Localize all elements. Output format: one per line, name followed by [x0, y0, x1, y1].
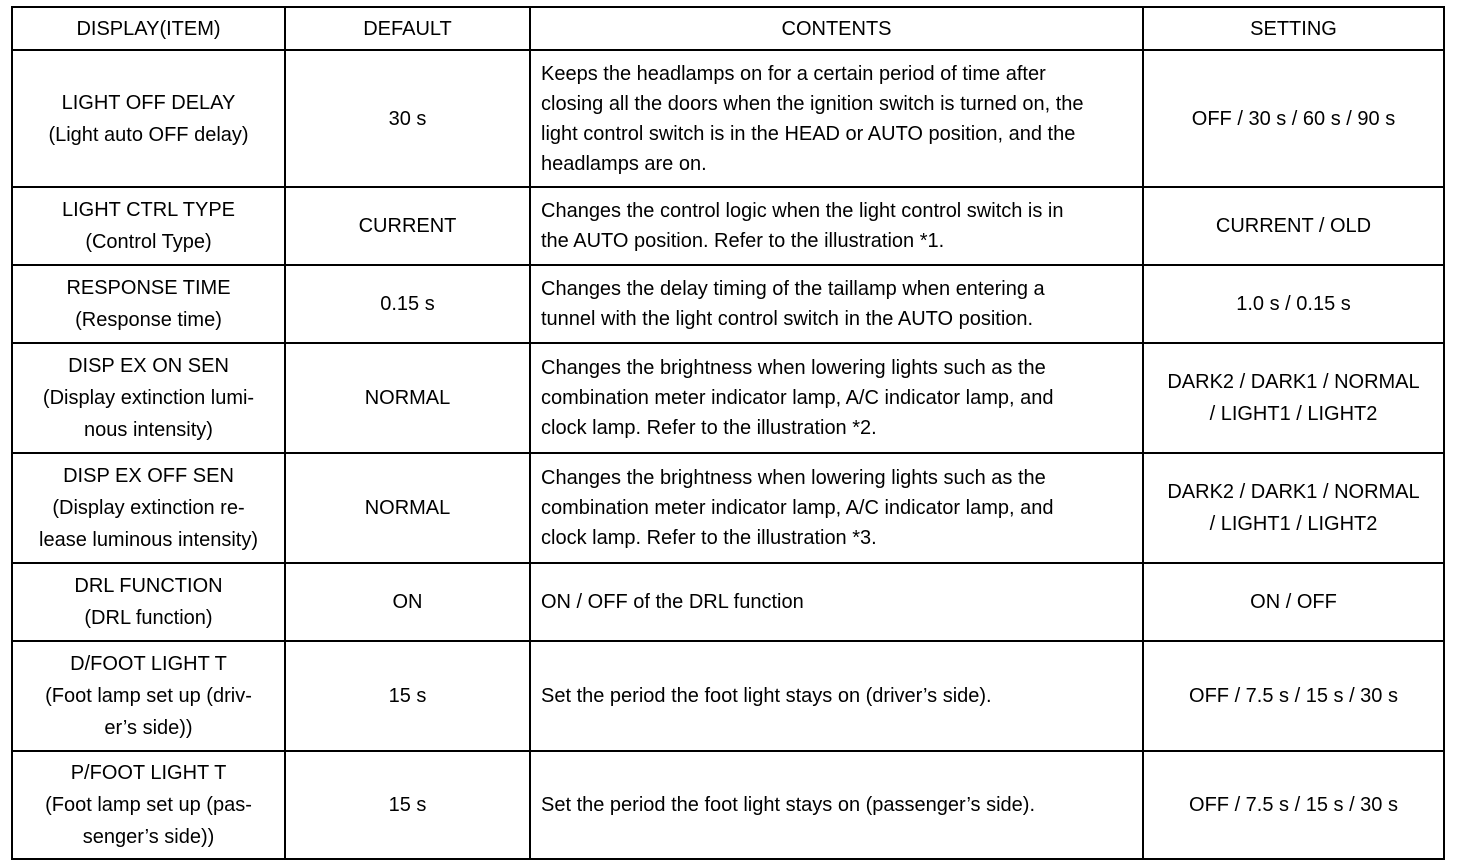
- header-display-item: DISPLAY(ITEM): [12, 7, 285, 50]
- contents-cell: [530, 187, 1143, 265]
- display-item-cell: [12, 50, 285, 187]
- display-item-code: LIGHT OFF DELAY: [61, 91, 236, 114]
- table-row: [12, 265, 1444, 343]
- contents-cell: [530, 265, 1143, 343]
- display-item-cell: [12, 187, 285, 265]
- display-item-description: (Display extinction re-: [52, 497, 245, 519]
- setting-line: ON / OFF: [1250, 591, 1337, 613]
- default-cell: 15 s: [285, 641, 530, 751]
- display-item-description: (Light auto OFF delay): [48, 123, 249, 146]
- display-item-code: DISP EX OFF SEN: [63, 465, 234, 487]
- contents-line: Set the period the foot light stays on (driver’s side).: [541, 685, 992, 707]
- contents-cell: [530, 751, 1143, 859]
- setting-line: 1.0 s / 0.15 s: [1236, 293, 1351, 315]
- contents-cell: [530, 50, 1143, 187]
- contents-line: Set the period the foot light stays on (passenger’s side).: [541, 794, 1035, 816]
- contents-line: clock lamp. Refer to the illustration *2.: [541, 417, 877, 439]
- setting-cell: [1143, 187, 1444, 265]
- display-item-cell: [12, 641, 285, 751]
- contents-cell: [530, 453, 1143, 563]
- contents-cell: [530, 343, 1143, 453]
- display-item-description: (Foot lamp set up (pas-: [45, 794, 252, 816]
- setting-cell: [1143, 453, 1444, 563]
- display-item-description: (Control Type): [85, 231, 212, 253]
- contents-line: combination meter indicator lamp, A/C indicator lamp, and: [541, 387, 1054, 409]
- contents-line: Changes the brightness when lowering lights such as the: [541, 467, 1046, 489]
- header-contents: CONTENTS: [530, 7, 1143, 50]
- header-setting: SETTING: [1143, 7, 1444, 50]
- table-body: [12, 50, 1444, 859]
- contents-cell: [530, 641, 1143, 751]
- default-cell: 0.15 s: [285, 265, 530, 343]
- setting-cell: [1143, 50, 1444, 187]
- default-cell: NORMAL: [285, 453, 530, 563]
- default-cell: CURRENT: [285, 187, 530, 265]
- contents-line: Changes the delay timing of the taillamp when entering a: [541, 278, 1045, 300]
- table-row: [12, 187, 1444, 265]
- default-cell: NORMAL: [285, 343, 530, 453]
- contents-line: Changes the brightness when lowering lights such as the: [541, 357, 1046, 379]
- settings-table: [11, 6, 1445, 860]
- setting-cell: [1143, 563, 1444, 641]
- display-item-description: (Display extinction lumi-: [42, 387, 255, 409]
- setting-line: OFF / 7.5 s / 15 s / 30 s: [1189, 794, 1398, 816]
- contents-line: Changes the control logic when the light control switch is in: [541, 200, 1064, 222]
- contents-line: light control switch is in the HEAD or AUTO position, and the: [541, 122, 1076, 145]
- contents-line: ON / OFF of the DRL function: [541, 591, 804, 613]
- display-item-code: DISP EX ON SEN: [68, 355, 229, 377]
- contents-line: headlamps are on.: [541, 152, 707, 175]
- table-header-row: [12, 7, 1444, 50]
- display-item-code: RESPONSE TIME: [66, 277, 231, 299]
- display-item-code: D/FOOT LIGHT T: [70, 653, 227, 675]
- display-item-description: nous intensity): [84, 419, 213, 441]
- default-cell: ON: [285, 563, 530, 641]
- display-item-description: (Response time): [75, 309, 222, 331]
- display-item-cell: [12, 563, 285, 641]
- setting-line: / LIGHT1 / LIGHT2: [1209, 403, 1378, 425]
- contents-line: clock lamp. Refer to the illustration *3.: [541, 527, 877, 549]
- setting-cell: [1143, 343, 1444, 453]
- setting-cell: [1143, 641, 1444, 751]
- display-item-code: DRL FUNCTION: [74, 575, 223, 597]
- contents-line: the AUTO position. Refer to the illustration *1.: [541, 230, 945, 252]
- display-item-description: (DRL function): [84, 607, 213, 629]
- table-row: [12, 453, 1444, 563]
- table-row: [12, 751, 1444, 859]
- contents-cell: [530, 563, 1143, 641]
- contents-line: Keeps the headlamps on for a certain period of time after: [541, 62, 1046, 85]
- display-item-description: senger’s side)): [82, 826, 215, 848]
- setting-line: DARK2 / DARK1 / NORMAL: [1167, 481, 1420, 503]
- display-item-cell: [12, 453, 285, 563]
- display-item-code: LIGHT CTRL TYPE: [61, 199, 235, 221]
- table-row: [12, 641, 1444, 751]
- default-cell: 15 s: [285, 751, 530, 859]
- table-row: [12, 50, 1444, 187]
- setting-cell: [1143, 265, 1444, 343]
- table-row: [12, 563, 1444, 641]
- display-item-cell: [12, 265, 285, 343]
- setting-line: CURRENT / OLD: [1215, 215, 1372, 237]
- setting-line: OFF / 30 s / 60 s / 90 s: [1191, 107, 1396, 130]
- setting-cell: [1143, 751, 1444, 859]
- setting-line: OFF / 7.5 s / 15 s / 30 s: [1189, 685, 1398, 707]
- display-item-cell: [12, 343, 285, 453]
- display-item-description: er’s side)): [104, 717, 193, 739]
- display-item-description: (Foot lamp set up (driv-: [45, 685, 252, 707]
- setting-line: / LIGHT1 / LIGHT2: [1209, 513, 1378, 535]
- default-cell: 30 s: [285, 50, 530, 187]
- contents-line: combination meter indicator lamp, A/C indicator lamp, and: [541, 497, 1054, 519]
- setting-line: DARK2 / DARK1 / NORMAL: [1167, 371, 1420, 393]
- display-item-cell: [12, 751, 285, 859]
- header-default: DEFAULT: [285, 7, 530, 50]
- contents-line: tunnel with the light control switch in the AUTO position.: [541, 308, 1034, 330]
- display-item-description: lease luminous intensity): [39, 529, 258, 551]
- table-row: [12, 343, 1444, 453]
- display-item-code: P/FOOT LIGHT T: [70, 762, 227, 784]
- contents-line: closing all the doors when the ignition switch is turned on, the: [541, 92, 1084, 115]
